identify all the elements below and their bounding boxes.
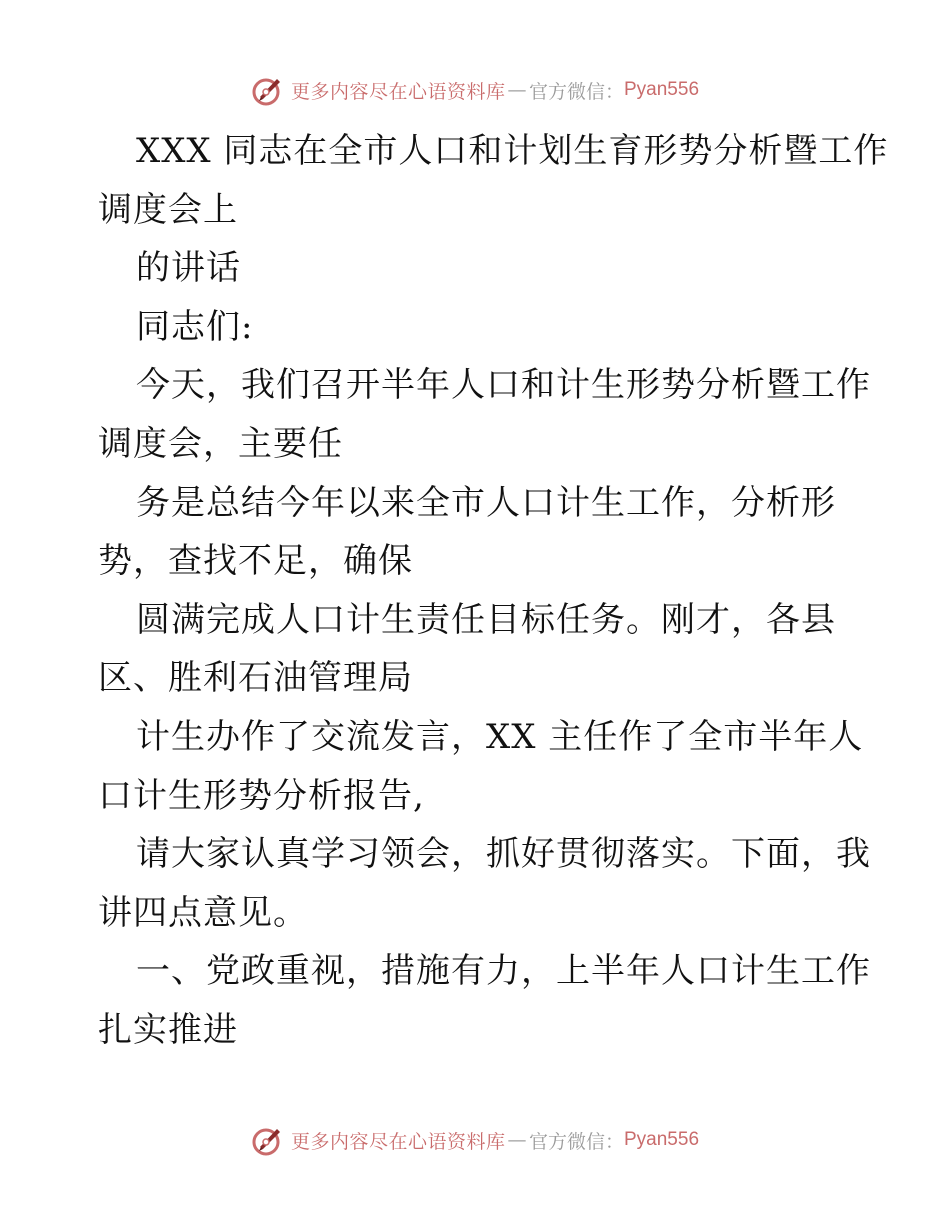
watermark-separator: — [507,1129,527,1151]
document-line: 调度会上 [98,189,238,230]
document-line: 务是总结今年以来全市人口计生工作，分析形 [136,482,836,523]
document-line: 势，查找不足，确保 [98,541,413,582]
document-line: XXX 同志在全市人口和计划生育形势分析暨工作 [136,131,889,171]
quill-logo-icon [251,73,285,107]
watermark-contact-id: Pyan556 [624,79,700,100]
document-line: 请大家认真学习领会，抓好贯彻落实。下面，我 [136,834,871,875]
document-body [98,122,889,1060]
document-line: 计生办作了交流发言，XX 主任作了全市半年人 [136,716,864,757]
document-line: 今天，我们召开半年人口和计生形势分析暨工作 [136,365,871,406]
document-line: 一、党政重视，措施有力，上半年人口计生工作 [136,951,871,992]
document-line: 调度会，主要任 [98,423,343,464]
document-line: 同志们: [136,306,254,347]
footer-watermark [0,1120,950,1160]
document-line: 扎实推进 [98,1009,238,1050]
watermark-contact-label: 官方微信： [528,80,624,103]
quill-logo-icon [251,1123,285,1157]
document-line: 区、胜利石油管理局 [98,658,413,699]
watermark-separator: — [507,79,527,101]
watermark-text: 更多内容尽在心语资料库 [290,80,506,103]
watermark-contact-id: Pyan556 [624,1129,700,1150]
watermark-text: 更多内容尽在心语资料库 [290,1130,506,1153]
document-line: 口计生形势分析报告, [98,775,425,816]
document-line: 的讲话 [136,248,241,289]
header-watermark [0,70,950,110]
document-line: 讲四点意见。 [98,892,308,933]
watermark-contact-label: 官方微信： [528,1130,624,1153]
document-line: 圆满完成人口计生责任目标任务。刚才，各县 [136,599,836,640]
